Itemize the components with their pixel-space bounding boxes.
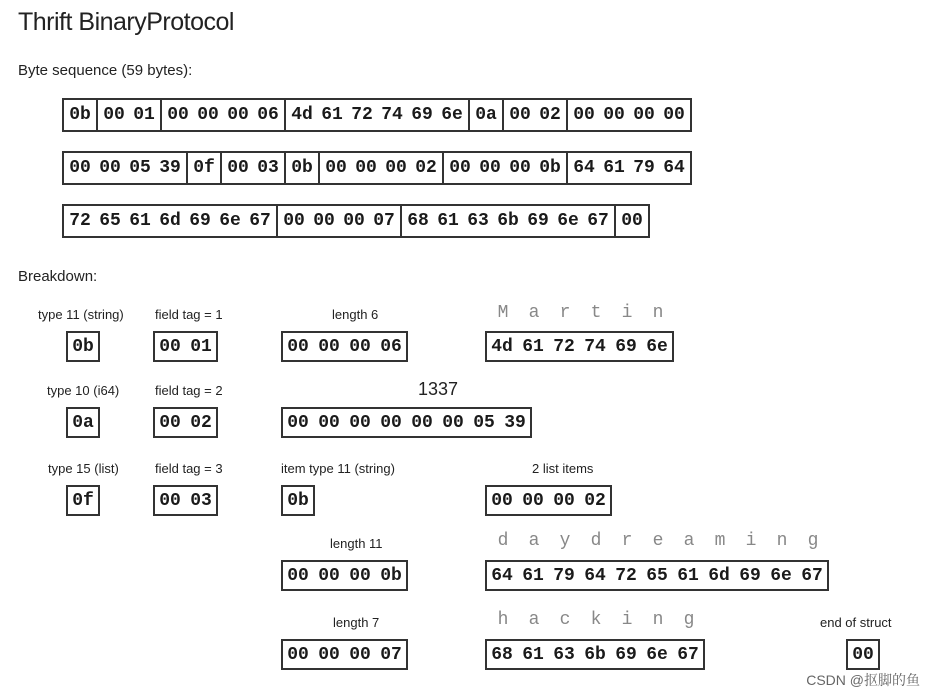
byte-value: 00: [287, 336, 309, 357]
tag2-label: field tag = 2: [155, 383, 223, 398]
byte-value: 72: [615, 565, 637, 586]
byte-value: 68: [407, 211, 429, 231]
byte-value: 67: [677, 644, 699, 665]
byte-value: 6b: [584, 644, 606, 665]
byte-value: 00: [449, 158, 471, 178]
breakdown-label: Breakdown:: [18, 268, 98, 285]
byte-group: [470, 98, 504, 132]
byte-value: 00: [227, 158, 249, 178]
daydreaming-ascii: [492, 531, 833, 551]
byte-value: 0b: [72, 336, 94, 357]
byte-sequence-row-1: [62, 98, 692, 132]
byte-group: [568, 98, 692, 132]
ascii-char: r: [559, 303, 571, 323]
byte-value: 00: [227, 105, 249, 125]
ascii-char: i: [621, 610, 633, 630]
byte-value: 68: [491, 644, 513, 665]
hacking-ascii: [492, 610, 709, 630]
tag3-box: [153, 485, 218, 516]
tag2-box: [153, 407, 218, 438]
byte-value: 00: [349, 565, 371, 586]
byte-value: 72: [351, 105, 373, 125]
byte-group: [62, 204, 278, 238]
byte-value: 0b: [380, 565, 402, 586]
ascii-char: g: [807, 531, 819, 551]
daydreaming-box: [485, 560, 829, 591]
byte-value: 00: [852, 644, 874, 665]
byte-value: 00: [167, 105, 189, 125]
byte-value: 61: [603, 158, 625, 178]
byte-value: 67: [801, 565, 823, 586]
byte-value: 65: [646, 565, 668, 586]
i64-value: 1337: [418, 379, 459, 399]
byte-value: 05: [473, 412, 495, 433]
byte-value: 6e: [441, 105, 463, 125]
byte-value: 61: [677, 565, 699, 586]
byte-value: 00: [318, 412, 340, 433]
byte-value: 02: [539, 105, 561, 125]
ascii-char: a: [683, 531, 695, 551]
i64-box: [281, 407, 532, 438]
type15-label: type 15 (list): [48, 461, 119, 476]
ascii-char: M: [497, 303, 509, 323]
ascii-char: k: [590, 610, 602, 630]
ascii-char: d: [590, 531, 602, 551]
tag1-label: field tag = 1: [155, 307, 223, 322]
byte-value: 00: [349, 412, 371, 433]
byte-value: 03: [190, 490, 212, 511]
hacking-box: [485, 639, 705, 670]
byte-value: 00: [573, 105, 595, 125]
ascii-char: i: [745, 531, 757, 551]
byte-group: [222, 151, 286, 185]
byte-value: 00: [603, 105, 625, 125]
byte-value: 61: [522, 565, 544, 586]
byte-value: 02: [190, 412, 212, 433]
byte-value: 69: [739, 565, 761, 586]
tag1-box: [153, 331, 218, 362]
type10-box: [66, 407, 100, 438]
byte-group: [616, 204, 650, 238]
ascii-char: h: [497, 610, 509, 630]
byte-value: 6e: [219, 211, 241, 231]
byte-value: 00: [663, 105, 685, 125]
ascii-char: d: [497, 531, 509, 551]
byte-value: 00: [349, 336, 371, 357]
byte-value: 39: [504, 412, 526, 433]
ascii-char: y: [559, 531, 571, 551]
byte-value: 6d: [159, 211, 181, 231]
byte-value: 69: [527, 211, 549, 231]
byte-value: 0b: [287, 490, 309, 511]
end-struct-box: [846, 639, 880, 670]
ascii-char: n: [652, 610, 664, 630]
byte-group: [286, 151, 320, 185]
byte-value: 00: [380, 412, 402, 433]
byte-value: 00: [313, 211, 335, 231]
byte-value: 00: [343, 211, 365, 231]
byte-value: 00: [355, 158, 377, 178]
len11-label: length 11: [330, 536, 383, 551]
byte-group: [320, 151, 444, 185]
byte-value: 00: [509, 105, 531, 125]
byte-value: 72: [553, 336, 575, 357]
len6-label: length 6: [332, 307, 379, 322]
byte-value: 00: [197, 105, 219, 125]
byte-value: 00: [385, 158, 407, 178]
byte-value: 69: [615, 644, 637, 665]
byte-value: 0f: [72, 490, 94, 511]
byte-value: 00: [103, 105, 125, 125]
byte-group: [504, 98, 568, 132]
ascii-char: t: [590, 303, 602, 323]
byte-value: 00: [509, 158, 531, 178]
byte-value: 01: [133, 105, 155, 125]
byte-value: 02: [584, 490, 606, 511]
type11-label: type 11 (string): [38, 307, 124, 322]
byte-value: 72: [69, 211, 91, 231]
byte-group: [98, 98, 162, 132]
byte-value: 06: [380, 336, 402, 357]
tag3-label: field tag = 3: [155, 461, 223, 476]
byte-value: 00: [283, 211, 305, 231]
byte-group: [402, 204, 616, 238]
len7-label: length 7: [333, 615, 380, 630]
ascii-char: r: [621, 531, 633, 551]
byte-value: 64: [573, 158, 595, 178]
byte-sequence-label: Byte sequence (59 bytes):: [18, 62, 193, 79]
byte-group: [62, 98, 98, 132]
byte-value: 00: [159, 490, 181, 511]
byte-value: 00: [411, 412, 433, 433]
byte-value: 69: [189, 211, 211, 231]
ascii-char: m: [714, 531, 726, 551]
byte-value: 65: [99, 211, 121, 231]
byte-value: 00: [491, 490, 513, 511]
byte-value: 6e: [646, 336, 668, 357]
listitems-label: 2 list items: [532, 461, 594, 476]
len6-box: [281, 331, 408, 362]
byte-value: 6e: [770, 565, 792, 586]
ascii-char: i: [621, 303, 633, 323]
byte-value: 67: [249, 211, 271, 231]
byte-value: 07: [380, 644, 402, 665]
ascii-char: g: [683, 610, 695, 630]
len11-box: [281, 560, 408, 591]
byte-value: 64: [663, 158, 685, 178]
itemtype-box: [281, 485, 315, 516]
byte-value: 00: [318, 644, 340, 665]
byte-value: 00: [99, 158, 121, 178]
byte-group: [188, 151, 222, 185]
byte-value: 79: [553, 565, 575, 586]
ascii-char: c: [559, 610, 571, 630]
watermark: CSDN @抠脚的鱼: [806, 672, 920, 688]
byte-value: 63: [467, 211, 489, 231]
byte-value: 6b: [497, 211, 519, 231]
ascii-char: e: [652, 531, 664, 551]
byte-value: 6d: [708, 565, 730, 586]
byte-group: [162, 98, 286, 132]
byte-value: 61: [437, 211, 459, 231]
byte-value: 05: [129, 158, 151, 178]
byte-value: 69: [615, 336, 637, 357]
itemtype-label: item type 11 (string): [281, 461, 395, 476]
byte-value: 00: [633, 105, 655, 125]
byte-group: [278, 204, 402, 238]
type15-box: [66, 485, 100, 516]
byte-value: 61: [522, 644, 544, 665]
byte-value: 02: [415, 158, 437, 178]
martin-box: [485, 331, 674, 362]
byte-value: 00: [159, 412, 181, 433]
byte-value: 00: [318, 336, 340, 357]
byte-value: 00: [621, 211, 643, 231]
byte-value: 00: [287, 644, 309, 665]
byte-value: 00: [159, 336, 181, 357]
byte-value: 61: [129, 211, 151, 231]
byte-value: 00: [522, 490, 544, 511]
type10-label: type 10 (i64): [47, 383, 120, 398]
byte-value: 4d: [491, 336, 513, 357]
byte-value: 67: [587, 211, 609, 231]
byte-value: 0b: [291, 158, 313, 178]
end-struct-label: end of struct: [820, 615, 892, 630]
ascii-char: n: [776, 531, 788, 551]
byte-sequence-row-2: [62, 151, 692, 185]
byte-value: 00: [349, 644, 371, 665]
len7-box: [281, 639, 408, 670]
byte-value: 6e: [557, 211, 579, 231]
byte-value: 00: [325, 158, 347, 178]
byte-value: 00: [442, 412, 464, 433]
byte-value: 07: [373, 211, 395, 231]
byte-value: 61: [321, 105, 343, 125]
byte-value: 74: [584, 336, 606, 357]
byte-sequence-row-3: [62, 204, 650, 238]
byte-value: 0f: [193, 158, 215, 178]
byte-group: [62, 151, 188, 185]
byte-value: 00: [69, 158, 91, 178]
ascii-char: a: [528, 303, 540, 323]
byte-group: [444, 151, 568, 185]
byte-value: 00: [287, 565, 309, 586]
martin-ascii: [492, 303, 678, 323]
byte-value: 39: [159, 158, 181, 178]
byte-value: 6e: [646, 644, 668, 665]
listitems-box: [485, 485, 612, 516]
byte-group: [286, 98, 470, 132]
page-title: Thrift BinaryProtocol: [18, 8, 234, 36]
byte-value: 01: [190, 336, 212, 357]
ascii-char: a: [528, 531, 540, 551]
byte-value: 64: [584, 565, 606, 586]
byte-value: 61: [522, 336, 544, 357]
type11-box: [66, 331, 100, 362]
byte-value: 0b: [69, 105, 91, 125]
byte-value: 00: [318, 565, 340, 586]
byte-value: 0a: [72, 412, 94, 433]
byte-value: 74: [381, 105, 403, 125]
byte-value: 03: [257, 158, 279, 178]
byte-value: 0a: [475, 105, 497, 125]
byte-value: 00: [287, 412, 309, 433]
byte-value: 79: [633, 158, 655, 178]
byte-value: 63: [553, 644, 575, 665]
byte-value: 64: [491, 565, 513, 586]
byte-value: 00: [479, 158, 501, 178]
byte-value: 69: [411, 105, 433, 125]
byte-value: 4d: [291, 105, 313, 125]
byte-value: 0b: [539, 158, 561, 178]
byte-value: 00: [553, 490, 575, 511]
ascii-char: a: [528, 610, 540, 630]
ascii-char: n: [652, 303, 664, 323]
byte-group: [568, 151, 692, 185]
byte-value: 06: [257, 105, 279, 125]
